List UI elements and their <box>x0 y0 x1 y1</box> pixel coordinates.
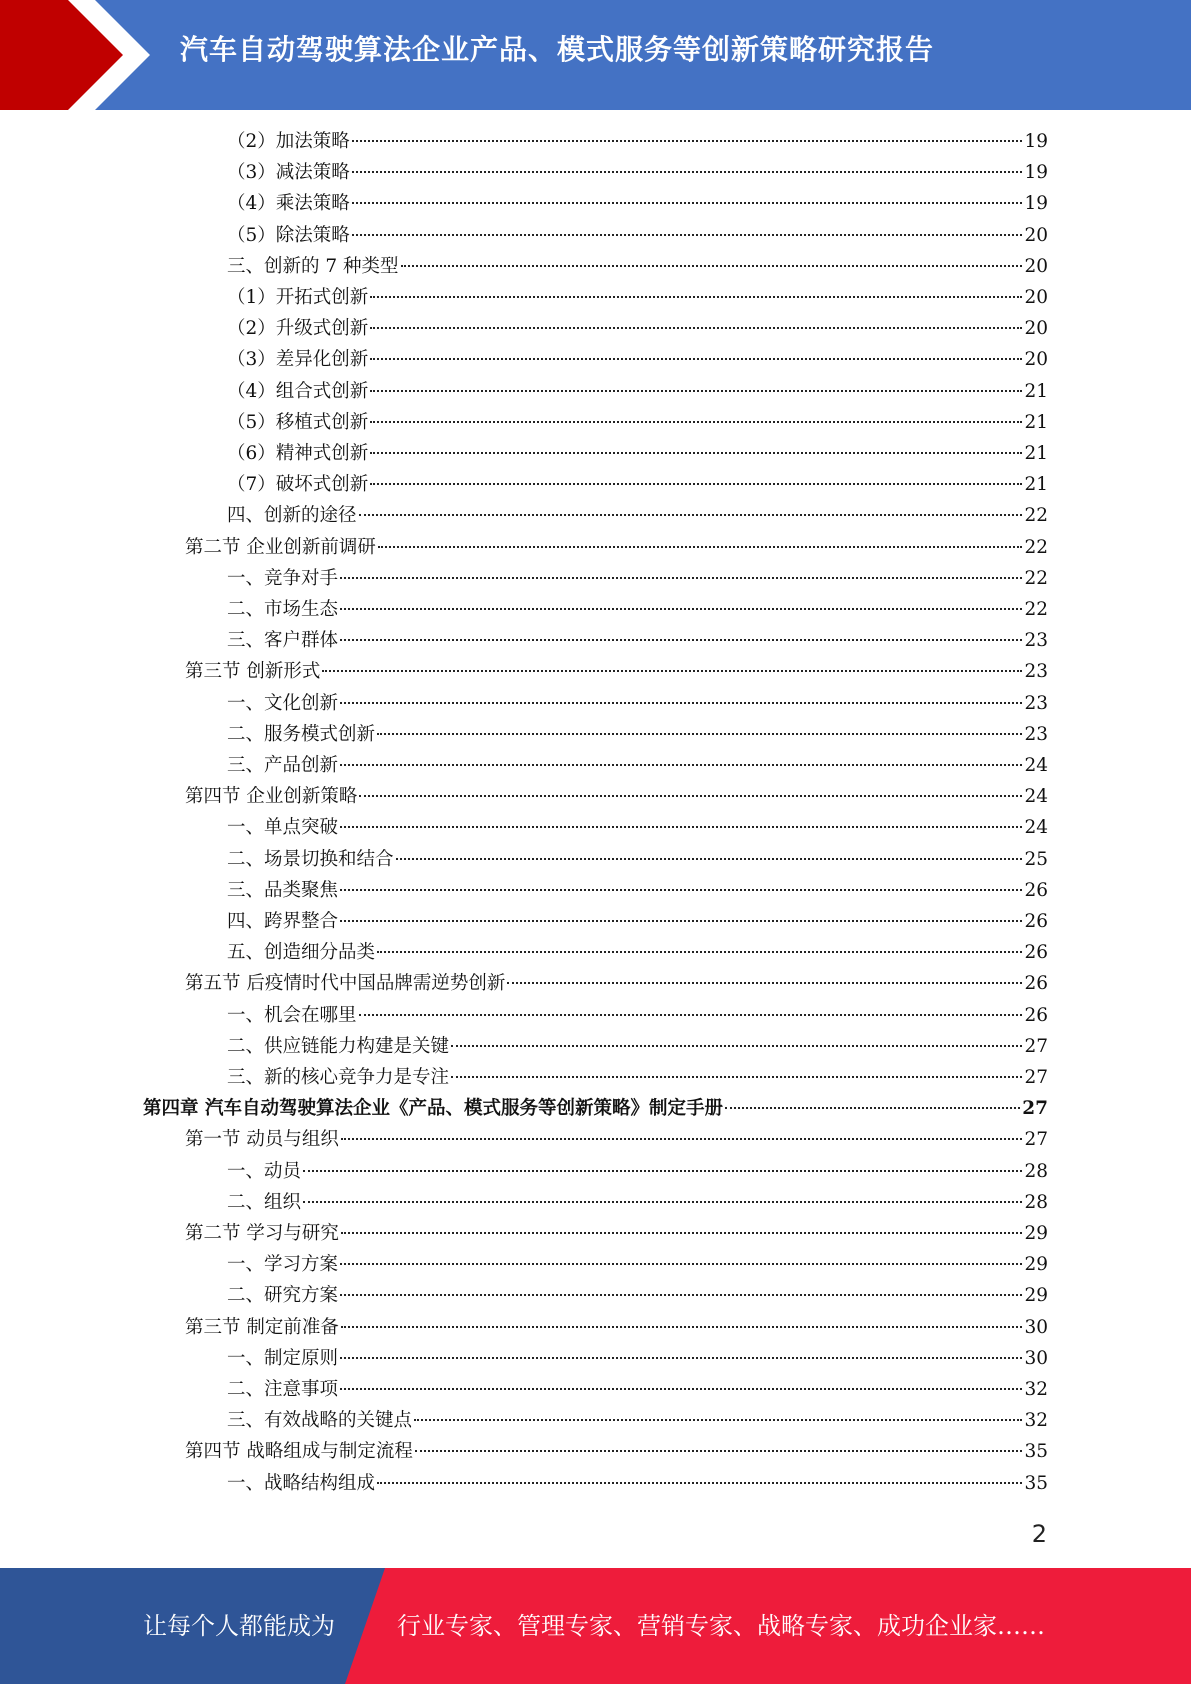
toc-entry-label: 三、产品创新 <box>227 755 339 776</box>
toc-dot-leader <box>340 577 1022 579</box>
toc-entry[interactable] <box>227 377 1048 407</box>
toc-entry-label: 一、学习方案 <box>227 1254 339 1276</box>
toc-entry-label: 三、品类聚焦 <box>227 879 339 901</box>
toc-entry[interactable] <box>227 1375 1048 1405</box>
toc-entry[interactable] <box>185 657 1048 687</box>
toc-entry-label: 第三节 制定前准备 <box>185 1316 339 1338</box>
toc-entry[interactable] <box>227 470 1048 500</box>
toc-dot-leader <box>359 1014 1023 1016</box>
toc-entry-page: 21 <box>1024 443 1048 464</box>
toc-dot-leader <box>378 546 1023 548</box>
toc-entry-label: （3）减法策略 <box>227 162 350 184</box>
toc-entry-label: 一、动员 <box>227 1160 302 1182</box>
toc-entry-page: 32 <box>1024 1410 1048 1432</box>
toc-entry-page: 29 <box>1024 1285 1048 1307</box>
toc-entry[interactable] <box>227 1344 1048 1374</box>
toc-entry-page: 30 <box>1024 1316 1048 1338</box>
toc-entry-page: 20 <box>1024 224 1048 246</box>
toc-entry[interactable] <box>227 689 1048 719</box>
toc-entry-label: 二、注意事项 <box>227 1379 339 1400</box>
toc-entry[interactable] <box>227 158 1048 188</box>
page-header <box>0 0 1191 110</box>
toc-entry-page: 20 <box>1024 349 1048 371</box>
toc-entry-page: 24 <box>1024 817 1048 839</box>
toc-entry-label: 第二节 企业创新前调研 <box>185 536 376 558</box>
toc-dot-leader <box>340 1357 1022 1359</box>
toc-entry[interactable] <box>227 1188 1048 1218</box>
toc-entry-page: 26 <box>1024 942 1048 964</box>
toc-entry[interactable] <box>227 938 1048 968</box>
toc-dot-leader <box>340 639 1022 641</box>
toc-entry-label: 二、研究方案 <box>227 1285 339 1307</box>
toc-entry-page: 29 <box>1024 1254 1048 1276</box>
toc-entry[interactable] <box>227 127 1048 157</box>
toc-entry-label: 一、文化创新 <box>227 692 339 714</box>
toc-entry-label: 一、单点突破 <box>227 817 339 839</box>
toc-entry[interactable] <box>185 782 1048 812</box>
toc-dot-leader <box>340 1388 1022 1390</box>
toc-dot-leader <box>352 234 1023 236</box>
toc-dot-leader <box>370 421 1022 423</box>
toc-entry[interactable] <box>227 314 1048 344</box>
toc-entry[interactable] <box>227 221 1048 251</box>
toc-entry[interactable] <box>227 720 1048 750</box>
toc-dot-leader <box>341 1138 1023 1140</box>
toc-dot-leader <box>396 858 1023 860</box>
toc-dot-leader <box>340 889 1022 891</box>
toc-dot-leader <box>322 670 1022 672</box>
toc-entry[interactable] <box>227 907 1048 937</box>
toc-entry-label: 二、服务模式创新 <box>227 723 376 745</box>
toc-entry-label: 三、有效战略的关键点 <box>227 1410 413 1432</box>
toc-entry-page: 32 <box>1024 1379 1048 1400</box>
toc-entry-label: 二、供应链能力构建是关键 <box>227 1035 450 1057</box>
toc-entry-label: 第四节 战略组成与制定流程 <box>185 1441 413 1463</box>
toc-entry-label: 三、创新的 7 种类型 <box>227 255 399 277</box>
toc-entry-label: （2）升级式创新 <box>227 318 369 340</box>
toc-entry-label: （6）精神式创新 <box>227 443 369 464</box>
toc-entry[interactable] <box>227 408 1048 438</box>
toc-dot-leader <box>377 1482 1022 1484</box>
toc-entry[interactable] <box>185 1313 1048 1343</box>
toc-entry[interactable] <box>185 533 1048 563</box>
toc-entry-page: 26 <box>1024 1004 1048 1026</box>
toc-entry[interactable] <box>227 345 1048 375</box>
toc-dot-leader <box>451 1076 1022 1078</box>
toc-entry[interactable] <box>185 1125 1048 1155</box>
page-footer <box>0 1568 1191 1684</box>
toc-entry-page: 19 <box>1024 193 1048 215</box>
toc-entry-page: 22 <box>1024 505 1048 527</box>
toc-entry-label: 一、制定原则 <box>227 1347 339 1369</box>
page-number: 2 <box>1031 1520 1047 1548</box>
toc-dot-leader <box>725 1107 1020 1109</box>
toc-entry[interactable] <box>227 501 1048 531</box>
toc-dot-leader <box>340 1294 1022 1296</box>
toc-entry-page: 27 <box>1024 1035 1048 1057</box>
toc-dot-leader <box>359 514 1023 516</box>
toc-dot-leader <box>303 1201 1022 1203</box>
toc-entry[interactable] <box>227 439 1048 469</box>
toc-entry-label: （3）差异化创新 <box>227 349 369 371</box>
toc-entry[interactable] <box>227 1281 1048 1311</box>
toc-entry-page: 22 <box>1024 567 1048 589</box>
toc-entry-label: 第四章 汽车自动驾驶算法企业《产品、模式服务等创新策略》制定手册 <box>143 1098 723 1120</box>
toc-entry-label: 三、新的核心竞争力是专注 <box>227 1067 450 1088</box>
toc-entry[interactable] <box>227 283 1048 313</box>
toc-entry-page: 22 <box>1024 599 1048 620</box>
toc-entry-label: 三、客户群体 <box>227 630 339 652</box>
toc-dot-leader <box>370 483 1022 485</box>
toc-entry-page: 26 <box>1024 879 1048 901</box>
toc-dot-leader <box>340 608 1022 610</box>
toc-entry-page: 23 <box>1024 723 1048 745</box>
report-title: 汽车自动驾驶算法企业产品、模式服务等创新策略研究报告 <box>180 33 935 66</box>
toc-entry[interactable] <box>185 1437 1048 1467</box>
toc-entry[interactable] <box>227 189 1048 219</box>
toc-entry-page: 21 <box>1024 411 1048 433</box>
toc-entry-page: 25 <box>1024 848 1048 870</box>
toc-dot-leader <box>341 1326 1023 1328</box>
toc-entry-page: 27 <box>1022 1098 1048 1120</box>
toc-entry-page: 28 <box>1024 1160 1048 1182</box>
toc-entry-page: 20 <box>1024 318 1048 340</box>
toc-entry-page: 26 <box>1024 973 1048 995</box>
toc-entry-label: （7）破坏式创新 <box>227 474 369 496</box>
toc-entry-label: 第一节 动员与组织 <box>185 1129 339 1151</box>
toc-dot-leader <box>370 358 1022 360</box>
toc-entry-page: 27 <box>1024 1129 1048 1151</box>
toc-entry-page: 22 <box>1024 536 1048 558</box>
toc-dot-leader <box>340 1263 1022 1265</box>
toc-entry-page: 35 <box>1024 1441 1048 1463</box>
toc-entry-page: 21 <box>1024 380 1048 402</box>
toc-dot-leader <box>340 826 1022 828</box>
toc-entry[interactable] <box>227 876 1048 906</box>
toc-dot-leader <box>352 202 1023 204</box>
toc-entry-page: 23 <box>1024 692 1048 714</box>
toc-entry[interactable] <box>227 813 1048 843</box>
toc-entry-page: 35 <box>1024 1472 1048 1494</box>
toc-entry-page: 27 <box>1024 1067 1048 1088</box>
toc-dot-leader <box>401 265 1023 267</box>
toc-entry-label: （4）组合式创新 <box>227 380 369 402</box>
toc-entry[interactable] <box>227 1250 1048 1280</box>
toc-entry-label: 第三节 创新形式 <box>185 661 321 683</box>
toc-dot-leader <box>352 171 1023 173</box>
toc-entry[interactable] <box>227 252 1048 282</box>
toc-entry-label: 四、跨界整合 <box>227 911 339 932</box>
toc-entry[interactable] <box>185 969 1048 999</box>
toc-dot-leader <box>340 920 1022 922</box>
toc-entry[interactable] <box>227 595 1048 625</box>
toc-entry-label: （5）移植式创新 <box>227 411 369 433</box>
toc-entry[interactable] <box>227 1469 1048 1499</box>
toc-dot-leader <box>370 452 1022 454</box>
toc-dot-leader <box>370 296 1022 298</box>
toc-entry-label: （4）乘法策略 <box>227 193 350 215</box>
toc-dot-leader <box>377 951 1022 953</box>
toc-entry-page: 19 <box>1024 162 1048 184</box>
toc-entry-page: 26 <box>1024 911 1048 932</box>
toc-entry-label: 第二节 学习与研究 <box>185 1223 339 1244</box>
toc-entry-page: 24 <box>1024 755 1048 776</box>
toc-dot-leader <box>377 733 1022 735</box>
toc-entry[interactable] <box>227 626 1048 656</box>
toc-entry-label: 一、机会在哪里 <box>227 1004 357 1026</box>
toc-entry[interactable] <box>227 1406 1048 1436</box>
toc-entry-label: 一、竞争对手 <box>227 567 339 589</box>
toc-entry-label: 五、创造细分品类 <box>227 942 376 964</box>
toc-entry-label: 二、场景切换和结合 <box>227 848 394 870</box>
toc-dot-leader <box>507 982 1022 984</box>
toc-entry[interactable] <box>143 1094 1048 1124</box>
toc-entry[interactable] <box>185 1219 1048 1249</box>
toc-entry-page: 23 <box>1024 661 1048 683</box>
toc-entry-page: 19 <box>1024 131 1048 152</box>
toc-entry-label: 二、组织 <box>227 1191 302 1213</box>
toc-entry-page: 23 <box>1024 630 1048 652</box>
toc-dot-leader <box>370 390 1022 392</box>
toc-entry-page: 30 <box>1024 1347 1048 1369</box>
toc-entry-label: （1）开拓式创新 <box>227 287 369 308</box>
toc-entry-label: 二、市场生态 <box>227 599 339 620</box>
footer-slogan-right: 行业专家、管理专家、营销专家、战略专家、成功企业家…… <box>397 1612 1045 1640</box>
toc-entry[interactable] <box>227 845 1048 875</box>
toc-entry-page: 28 <box>1024 1191 1048 1213</box>
toc-dot-leader <box>341 1232 1023 1234</box>
toc-entry[interactable] <box>227 564 1048 594</box>
toc-entry-page: 20 <box>1024 255 1048 277</box>
toc-dot-leader <box>352 140 1023 142</box>
toc-entry-page: 29 <box>1024 1223 1048 1244</box>
toc-entry[interactable] <box>227 1157 1048 1187</box>
toc-entry[interactable] <box>227 1001 1048 1031</box>
toc-dot-leader <box>451 1045 1022 1047</box>
toc-entry-page: 21 <box>1024 474 1048 496</box>
toc-dot-leader <box>414 1419 1022 1421</box>
toc-entry-label: 第五节 后疫情时代中国品牌需逆势创新 <box>185 973 506 995</box>
toc-entry[interactable] <box>227 1032 1048 1062</box>
toc-entry-label: 第四节 企业创新策略 <box>185 786 358 808</box>
toc-dot-leader <box>359 795 1022 797</box>
toc-entry-page: 20 <box>1024 287 1048 308</box>
toc-entry[interactable] <box>227 751 1048 781</box>
toc-entry-label: （2）加法策略 <box>227 131 350 152</box>
toc-entry-label: 一、战略结构组成 <box>227 1472 376 1494</box>
toc-entry-label: （5）除法策略 <box>227 224 350 246</box>
toc-dot-leader <box>303 1170 1022 1172</box>
toc-dot-leader <box>340 702 1022 704</box>
toc-entry[interactable] <box>227 1063 1048 1093</box>
toc-dot-leader <box>415 1450 1023 1452</box>
toc-entry-page: 24 <box>1024 786 1048 808</box>
toc-dot-leader <box>340 764 1022 766</box>
toc-dot-leader <box>370 327 1022 329</box>
toc-entry-label: 四、创新的途径 <box>227 505 357 527</box>
footer-slogan-left: 让每个人都能成为 <box>143 1612 335 1640</box>
